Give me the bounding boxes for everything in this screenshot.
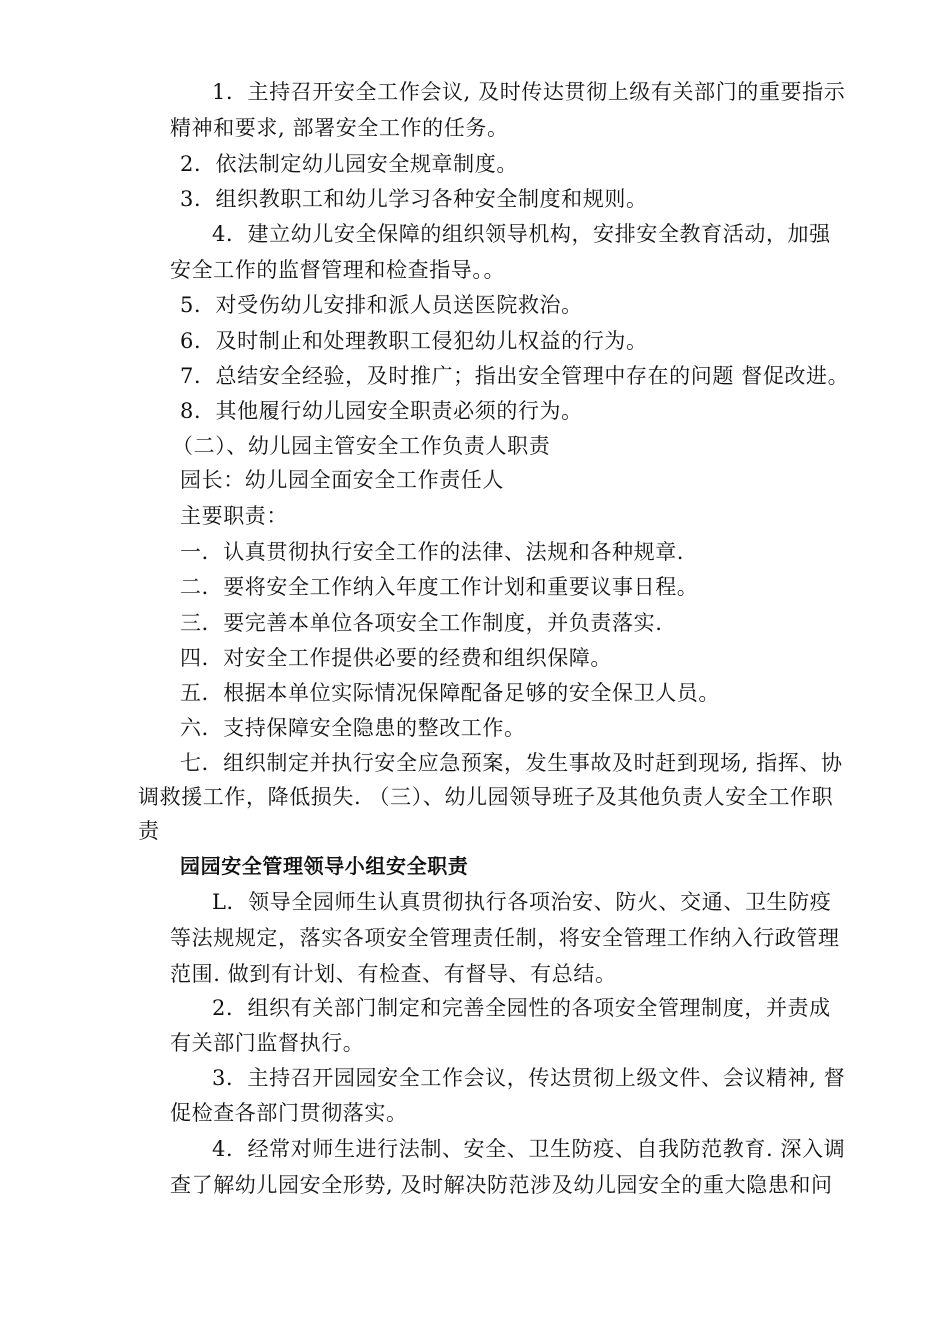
text-line: 8．其他履行幼儿园安全职责必须的行为。 bbox=[180, 399, 583, 423]
text-line: 六．支持保障安全隐患的整改工作。 bbox=[180, 716, 526, 740]
text-line: 三．要完善本单位各项安全工作制度，并负责落实. bbox=[180, 611, 663, 635]
section-heading: 园园安全管理领导小组安全职责 bbox=[180, 854, 469, 878]
text-line: 五．根据本单位实际情况保障配备足够的安全保卫人员。 bbox=[180, 681, 720, 705]
text-line: 7．总结安全经验，及时推广；指出安全管理中存在的问题 督促改进。 bbox=[180, 364, 850, 388]
text-line: L．领导全园师生认真贯彻执行各项治安、防火、交通、卫生防疫 bbox=[212, 890, 832, 914]
text-line: 调救援工作，降低损失. （三）、幼儿园领导班子及其他负责人安全工作职 bbox=[138, 785, 834, 809]
text-line: 四．对安全工作提供必要的经费和组织保障。 bbox=[180, 646, 612, 670]
text-line: 精神和要求, 部署安全工作的任务。 bbox=[170, 116, 509, 140]
text-line: 责 bbox=[138, 819, 160, 843]
text-line: 一．认真贯彻执行安全工作的法律、法规和各种规章. bbox=[180, 540, 685, 564]
text-line: 园长：幼儿园全面安全工作责任人 bbox=[180, 468, 504, 492]
text-line: 6．及时制止和处理教职工侵犯幼儿权益的行为。 bbox=[180, 329, 648, 353]
section-heading: （二）、幼儿园主管安全工作负责人职责 bbox=[172, 434, 551, 458]
text-line: 4．经常对师生进行法制、安全、卫生防疫、自我防范教育. 深入调 bbox=[212, 1137, 846, 1161]
text-line: 2．组织有关部门制定和完善全园性的各项安全管理制度，并责成 bbox=[212, 996, 831, 1020]
text-line: 二．要将安全工作纳入年度工作计划和重要议事日程。 bbox=[180, 575, 699, 599]
text-line: 促检查各部门贯彻落实。 bbox=[170, 1101, 408, 1125]
text-line: 安全工作的监督管理和检查指导。。 bbox=[170, 258, 506, 282]
text-line: 等法规规定，落实各项安全管理责任制，将安全管理工作纳入行政管理 bbox=[170, 926, 840, 950]
text-line: 5．对受伤幼儿安排和派人员送医院救治。 bbox=[180, 293, 583, 317]
text-line: 3．主持召开园园安全工作会议，传达贯彻上级文件、会议精神, 督 bbox=[212, 1066, 846, 1090]
text-line: 范围. 做到有计划、有检查、有督导、有总结。 bbox=[170, 962, 617, 986]
text-line: 主要职责： bbox=[180, 504, 288, 528]
text-line: 查了解幼儿园安全形势, 及时解决防范涉及幼儿园安全的重大隐患和问 bbox=[170, 1173, 833, 1197]
text-line: 1．主持召开安全工作会议, 及时传达贯彻上级有关部门的重要指示 bbox=[212, 80, 846, 104]
text-line: 3．组织教职工和幼儿学习各种安全制度和规则。 bbox=[180, 187, 648, 211]
text-line: 2．依法制定幼儿园安全规章制度。 bbox=[180, 152, 518, 176]
text-line: 4．建立幼儿安全保障的组织领导机构，安排安全教育活动，加强 bbox=[212, 222, 831, 246]
text-line: 七．组织制定并执行安全应急预案，发生事故及时赶到现场, 指挥、协 bbox=[180, 751, 843, 775]
text-line: 有关部门监督执行。 bbox=[170, 1031, 365, 1055]
